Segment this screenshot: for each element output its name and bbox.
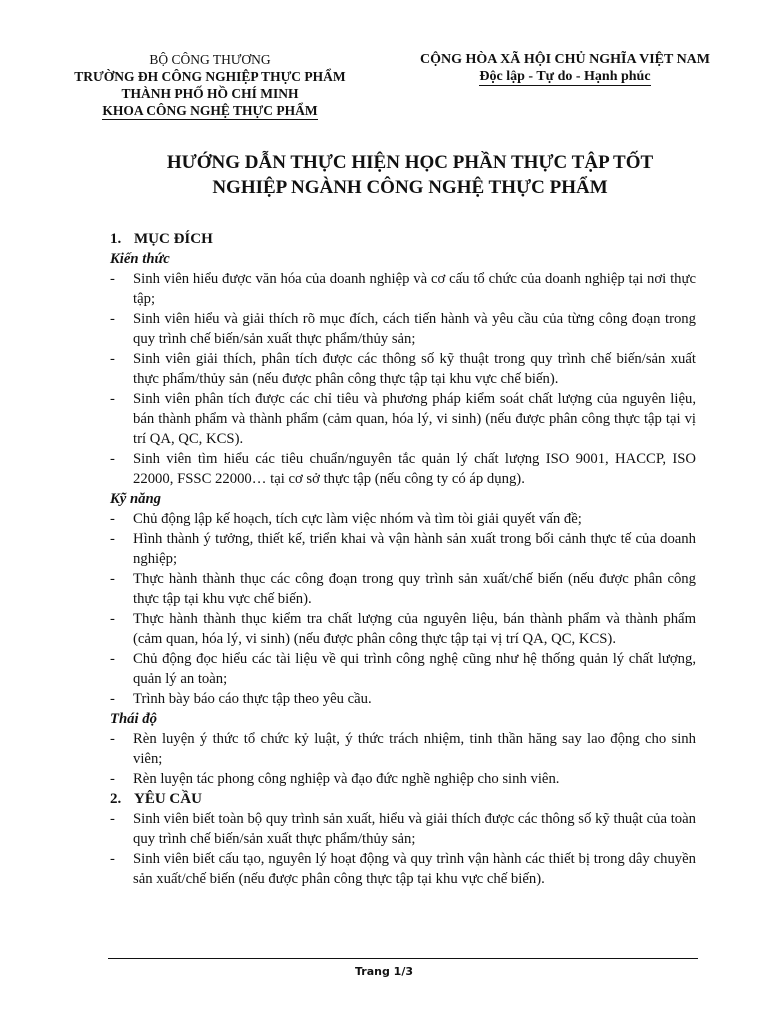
document-body [110, 229, 696, 889]
list-item [110, 689, 696, 709]
list-item [110, 529, 696, 569]
list-item-text: Sinh viên hiểu và giải thích rõ mục đích, cách tiến hành và yêu cầu của từng công đoạn trong quy trình chế biến/sản xuất thực phẩm/thủy sản; [133, 311, 696, 347]
bullet-dash: - [110, 531, 115, 547]
list-item-text: Rèn luyện ý thức tổ chức kỷ luật, ý thức trách nhiệm, tinh thần hăng say lao động cho sinh viên; [133, 731, 696, 767]
title-line2: NGHIỆP NGÀNH CÔNG NGHỆ THỰC PHẨM [212, 177, 608, 198]
bullet-dash: - [110, 811, 115, 827]
list-item [110, 509, 696, 529]
bullet-dash: - [110, 311, 115, 327]
list-item-text: Thực hành thành thục các công đoạn trong quy trình sản xuất/chế biến (nếu được phân công thực tập tại khu vực chế biến). [133, 571, 696, 607]
list-item-text: Sinh viên biết toàn bộ quy trình sản xuất, hiểu và giải thích được các thông số kỹ thuật của toàn quy trình chế biến/sản xuất thực phẩm/thủy sản; [133, 811, 696, 847]
title-line1: HƯỚNG DẪN THỰC HIỆN HỌC PHẦN THỰC TẬP TỐT [166, 152, 654, 173]
bullet-dash: - [110, 731, 115, 747]
list-item [110, 729, 696, 769]
document-title [60, 150, 760, 200]
ministry-name: BỘ CÔNG THƯƠNG [149, 52, 271, 67]
list-item-text: Sinh viên tìm hiểu các tiêu chuẩn/nguyên tắc quản lý chất lượng ISO 9001, HACCP, ISO 22000, FSSC 22000… tại cơ sở thực tập (nếu công ty có áp dụng). [133, 451, 696, 487]
list-item-text: Hình thành ý tưởng, thiết kế, triển khai và vận hành sản xuất trong bối cảnh thực tế của doanh nghiệp; [133, 531, 696, 567]
list-item [110, 449, 696, 489]
bullet-dash: - [110, 391, 115, 407]
list-item-text: Rèn luyện tác phong công nghiệp và đạo đức nghề nghiệp cho sinh viên. [133, 771, 560, 787]
faculty-name: KHOA CÔNG NGHỆ THỰC PHẨM [102, 103, 318, 118]
page-number: Trang 1/3 [354, 965, 413, 978]
school-name-line2: THÀNH PHỐ HỒ CHÍ MINH [121, 86, 299, 101]
school-name-line1: TRƯỜNG ĐH CÔNG NGHIỆP THỰC PHẨM [74, 69, 346, 84]
bullet-dash: - [110, 351, 115, 367]
list-item [110, 569, 696, 609]
list-item [110, 769, 696, 789]
section-title: MỤC ĐÍCH [134, 231, 213, 247]
footer-divider [108, 958, 698, 959]
subsection-label: Kỹ năng [110, 491, 162, 507]
list-item-text: Sinh viên hiểu được văn hóa của doanh nghiệp và cơ cấu tổ chức của doanh nghiệp tại nơi thực tập; [133, 271, 696, 307]
list-item [110, 309, 696, 349]
section-number: 2. [110, 791, 122, 807]
section-heading [110, 789, 696, 809]
list-item-text: Chủ động lập kế hoạch, tích cực làm việc nhóm và tìm tòi giải quyết vấn đề; [133, 511, 582, 527]
bullet-dash: - [110, 571, 115, 587]
bullet-dash: - [110, 611, 115, 627]
subsection-label: Thái độ [110, 711, 157, 727]
list-item-text: Sinh viên phân tích được các chỉ tiêu và phương pháp kiểm soát chất lượng của nguyên liệu, bán thành phẩm và thành phẩm (cảm quan, hóa lý, vi sinh) (nếu được phân công thực tập tại vị trí QA, QC, KCS). [133, 391, 696, 447]
bullet-dash: - [110, 851, 115, 867]
issuer-block [62, 51, 358, 120]
list-item [110, 649, 696, 689]
list-item-text: Sinh viên biết cấu tạo, nguyên lý hoạt động và quy trình vận hành các thiết bị trong dây chuyền sản xuất/chế biến (nếu được phân công thực tập tại khu vực chế biến). [133, 851, 696, 887]
list-item [110, 269, 696, 309]
list-item [110, 349, 696, 389]
list-item-text: Sinh viên giải thích, phân tích được các thông số kỹ thuật trong quy trình chế biến/sản xuất thực phẩm/thủy sản (nếu được phân công thực tập tại khu vực chế biến). [133, 351, 696, 387]
list-item [110, 609, 696, 649]
national-header [398, 51, 732, 86]
bullet-dash: - [110, 651, 115, 667]
bullet-dash: - [110, 771, 115, 787]
list-item [110, 849, 696, 889]
list-item [110, 809, 696, 849]
bullet-dash: - [110, 511, 115, 527]
national-motto: Độc lập - Tự do - Hạnh phúc [479, 69, 651, 84]
list-item-text: Thực hành thành thục kiểm tra chất lượng của nguyên liệu, bán thành phẩm và thành phẩm (cảm quan, hóa lý, vi sinh) (nếu được phân công thực tập tại vị trí QA, QC, KCS). [133, 611, 696, 647]
bullet-dash: - [110, 691, 115, 707]
section-number: 1. [110, 231, 122, 247]
bullet-dash: - [110, 271, 115, 287]
subsection-label: Kiến thức [110, 251, 170, 267]
bullet-dash: - [110, 451, 115, 467]
list-item-text: Chủ động đọc hiểu các tài liệu về qui trình công nghệ cũng như hệ thống quản lý chất lượng, quản lý an toàn; [133, 651, 696, 687]
list-item-text: Trình bày báo cáo thực tập theo yêu cầu. [133, 691, 372, 707]
country-name: CỘNG HÒA XÃ HỘI CHỦ NGHĨA VIỆT NAM [419, 52, 710, 67]
list-item [110, 389, 696, 449]
section-heading [110, 229, 696, 249]
section-title: YÊU CẦU [134, 791, 202, 807]
